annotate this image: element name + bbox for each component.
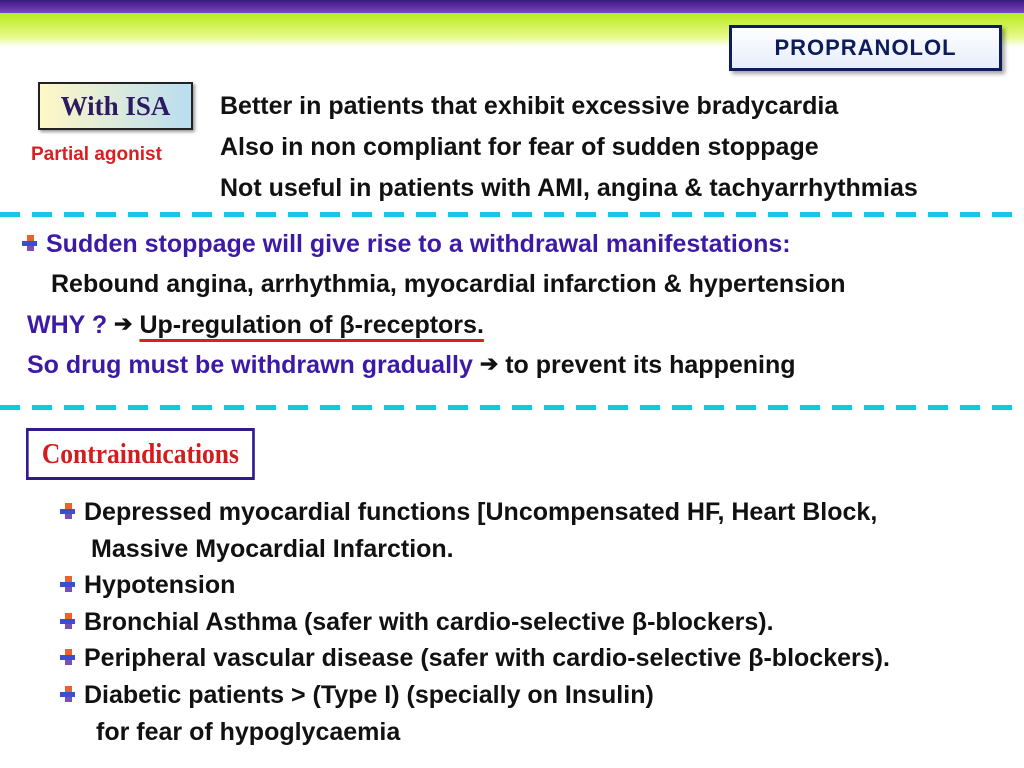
square-bullet-icon [60, 686, 76, 702]
so-answer: to prevent its happening [505, 351, 796, 379]
square-bullet-icon [60, 503, 76, 519]
list-item [60, 494, 1010, 531]
why-line [27, 311, 484, 340]
square-bullet-icon [22, 235, 38, 251]
withdrawal-heading-text: Sudden stoppage will give rise to a withdrawal manifestations: [46, 230, 791, 258]
slide-title: PROPRANOLOL [729, 25, 1002, 71]
so-line [27, 351, 796, 380]
with-isa-label: With ISA [38, 82, 193, 130]
list-item-text: Depressed myocardial functions [Uncompensated HF, Heart Block, [84, 498, 878, 526]
list-item [60, 640, 1010, 677]
square-bullet-icon [60, 613, 76, 629]
dashed-divider [0, 405, 1024, 410]
why-label: WHY ? [27, 311, 108, 339]
list-item-text: Diabetic patients > (Type I) (specially on Insulin) [84, 680, 654, 709]
partial-agonist-label: Partial agonist [31, 144, 162, 165]
dashed-divider [0, 212, 1024, 217]
list-item [60, 604, 1010, 641]
list-item-text: Hypotension [84, 571, 236, 600]
so-label: So drug must be withdrawn gradually [27, 351, 473, 379]
right-arrow-icon: ➔ [114, 311, 133, 336]
list-item [60, 567, 1010, 604]
isa-line: Not useful in patients with AMI, angina & tachyarrhythmias [220, 174, 918, 202]
why-answer: Up-regulation of β-receptors. [139, 311, 484, 339]
isa-details [220, 86, 918, 209]
contraindications-title: Contraindications [26, 428, 255, 480]
list-item [60, 677, 1010, 714]
withdrawal-detail: Rebound angina, arrhythmia, myocardial infarction & hypertension [51, 270, 846, 298]
isa-line: Also in non compliant for fear of sudden stoppage [220, 133, 819, 161]
square-bullet-icon [60, 649, 76, 665]
withdrawal-heading [22, 230, 791, 259]
contraindications-list [60, 494, 1010, 750]
list-item-text: Bronchial Asthma (safer with cardio-selective β-blockers). [84, 607, 774, 636]
square-bullet-icon [60, 576, 76, 592]
list-item-text: Peripheral vascular disease (safer with cardio-selective β-blockers). [84, 644, 890, 673]
top-purple-band [0, 0, 1024, 13]
isa-line: Better in patients that exhibit excessive bradycardia [220, 92, 839, 120]
list-item-continuation: Massive Myocardial Infarction. [91, 534, 454, 563]
right-arrow-icon: ➔ [479, 351, 499, 376]
list-item-continuation: for fear of hypoglycaemia [96, 717, 401, 746]
